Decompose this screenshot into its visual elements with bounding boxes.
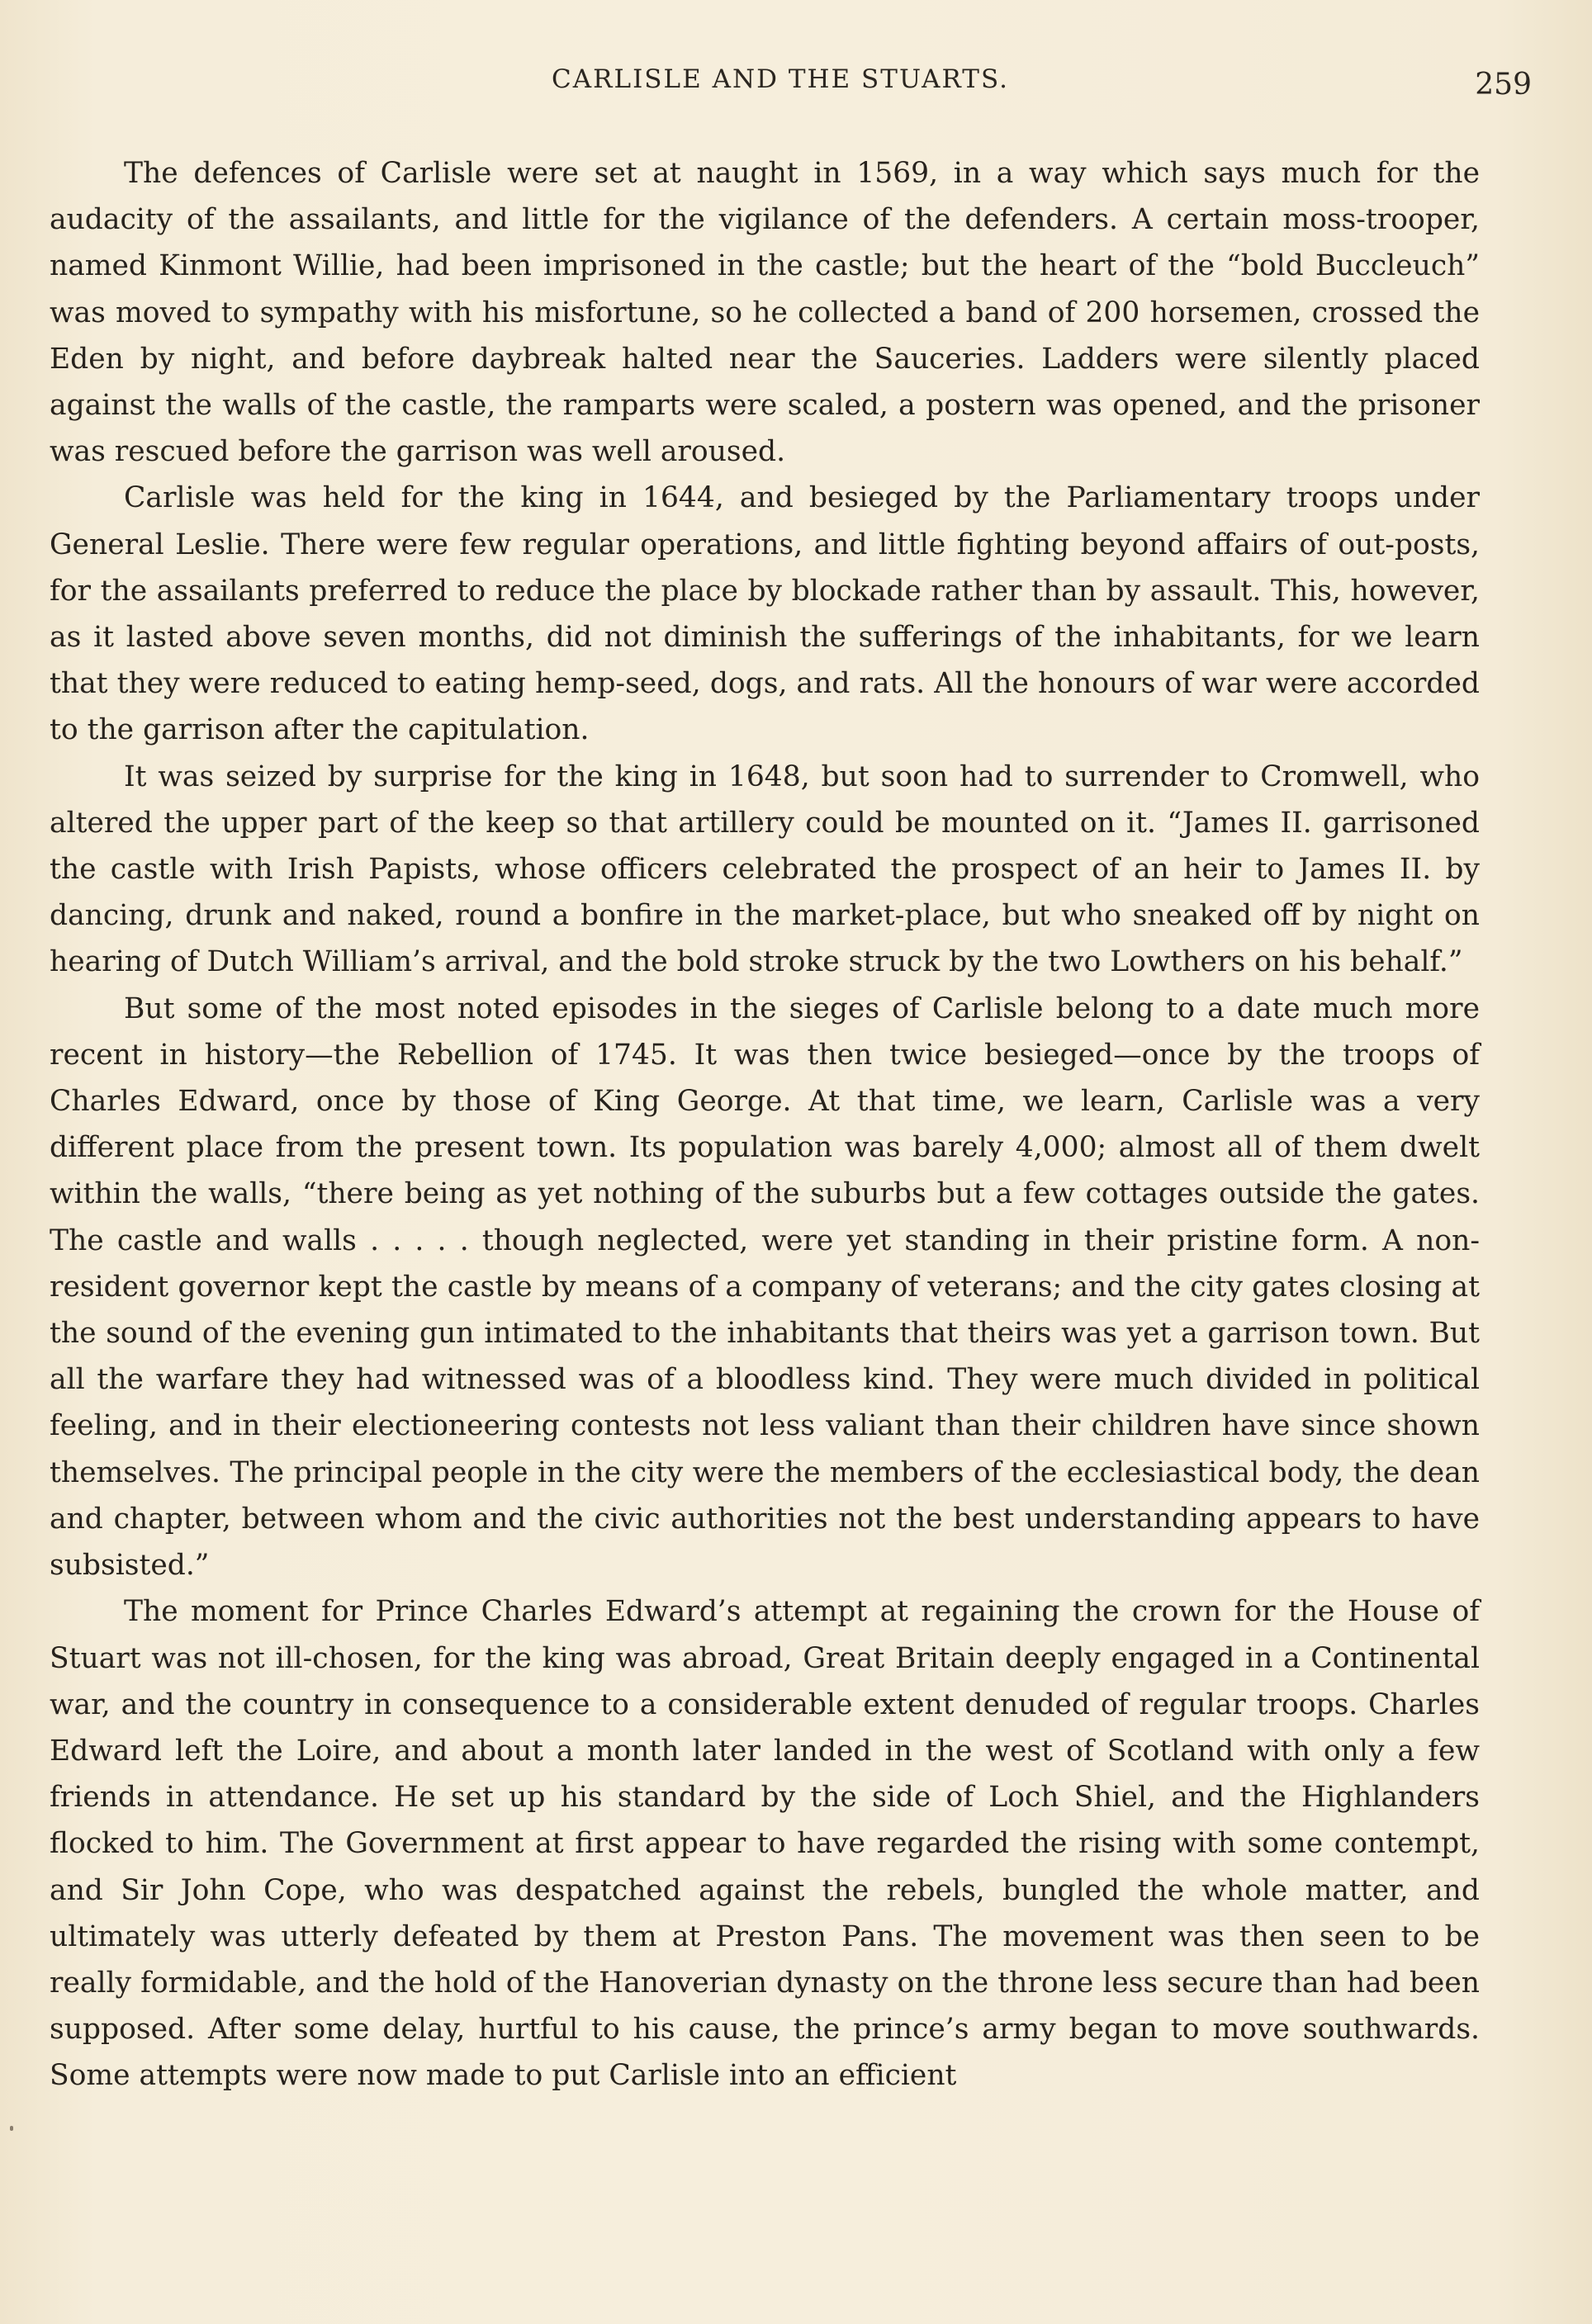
page-number: 259: [1475, 68, 1532, 102]
paragraph-5: The moment for Prince Charles Edward’s attempt at regaining the crown for the House of Stuart was not ill-chosen, for the king was abroad, Great Britain deeply engaged in a Continental war, and the country in consequence to a considerable extent denuded of regular troops. Charles Edward left the Loire, and about a month later landed in the west of Scotland with only a few friends in attendance. He set up his standard by the side of Loch Shiel, and the Highlanders flocked to him. The Government at first appear to have regarded the rising with some contempt, and Sir John Cope, who was despatched against the rebels, bungled the whole matter, and ultimately was utterly defeated by them at Preston Pans. The movement was then seen to be really formidable, and the hold of the Hanoverian dynasty on the throne less secure than had been supposed. After some delay, hurtful to his cause, the prince’s army began to move southwards. Some attempts were now made to put Carlisle into an efficient: [50, 1595, 1480, 2093]
running-head: [50, 64, 1532, 114]
margin-mark: [10, 2126, 13, 2131]
paragraph-2: Carlisle was held for the king in 1644, and besieged by the Parliamentary troops under General Leslie. There were few regular operations, and little fighting beyond affairs of out-posts, for the assailants preferred to reduce the place by blockade rather than by assault. This, however, as it lasted above seven months, did not diminish the sufferings of the inhabitants, for we learn that they were reduced to eating hemp-seed, dogs, and rats. All the honours of war were accorded to the garrison after the capitulation.: [50, 481, 1480, 747]
paragraph-3: It was seized by surprise for the king in 1648, but soon had to surrender to Cromwell, who altered the upper part of the keep so that artillery could be mounted on it. “James II. garrisoned the castle with Irish Papists, whose officers celebrated the prospect of an heir to James II. by dancing, drunk and naked, round a bonfire in the market-place, but who sneaked off by night on hearing of Dutch William’s arrival, and the bold stroke struck by the two Lowthers on his behalf.”: [50, 760, 1480, 979]
running-title: CARLISLE AND THE STUARTS.: [552, 64, 1009, 94]
body-text: [50, 150, 1480, 2099]
paragraph-4: But some of the most noted episodes in the sieges of Carlisle belong to a date much more recent in history—the Rebellion of 1745. It was then twice besieged—once by the troops of Charles Edward, once by those of King George. At that time, we learn, Carlisle was a very different place from the present town. Its population was barely 4,000; almost all of them dwelt within the walls, “there being as yet nothing of the suburbs but a few cottages outside the gates. The castle and walls . . . . . though neglected, were yet standing in their pristine form. A non-resident governor kept the castle by means of a company of veterans; and the city gates closing at the sound of the evening gun intimated to the inhabitants that theirs was yet a garrison town. But all the warfare they had witnessed was of a bloodless kind. They were much divided in political feeling, and in their electioneering contests not less valiant than their children have since shown themselves. The principal people in the city were the members of the ecclesiastical body, the dean and chapter, between whom and the civic authorities not the best understanding appears to have subsisted.”: [50, 992, 1480, 1583]
paragraph-1: The defences of Carlisle were set at naught in 1569, in a way which says much for the audacity of the assailants, and little for the vigilance of the defenders. A certain moss-trooper, named Kinmont Willie, had been imprisoned in the castle; but the heart of the “bold Buccleuch” was moved to sympathy with his misfortune, so he collected a band of 200 horsemen, crossed the Eden by night, and before daybreak halted near the Sauceries. Ladders were silently placed against the walls of the castle, the ramparts were scaled, a postern was opened, and the prisoner was rescued before the garrison was well aroused.: [50, 157, 1480, 469]
